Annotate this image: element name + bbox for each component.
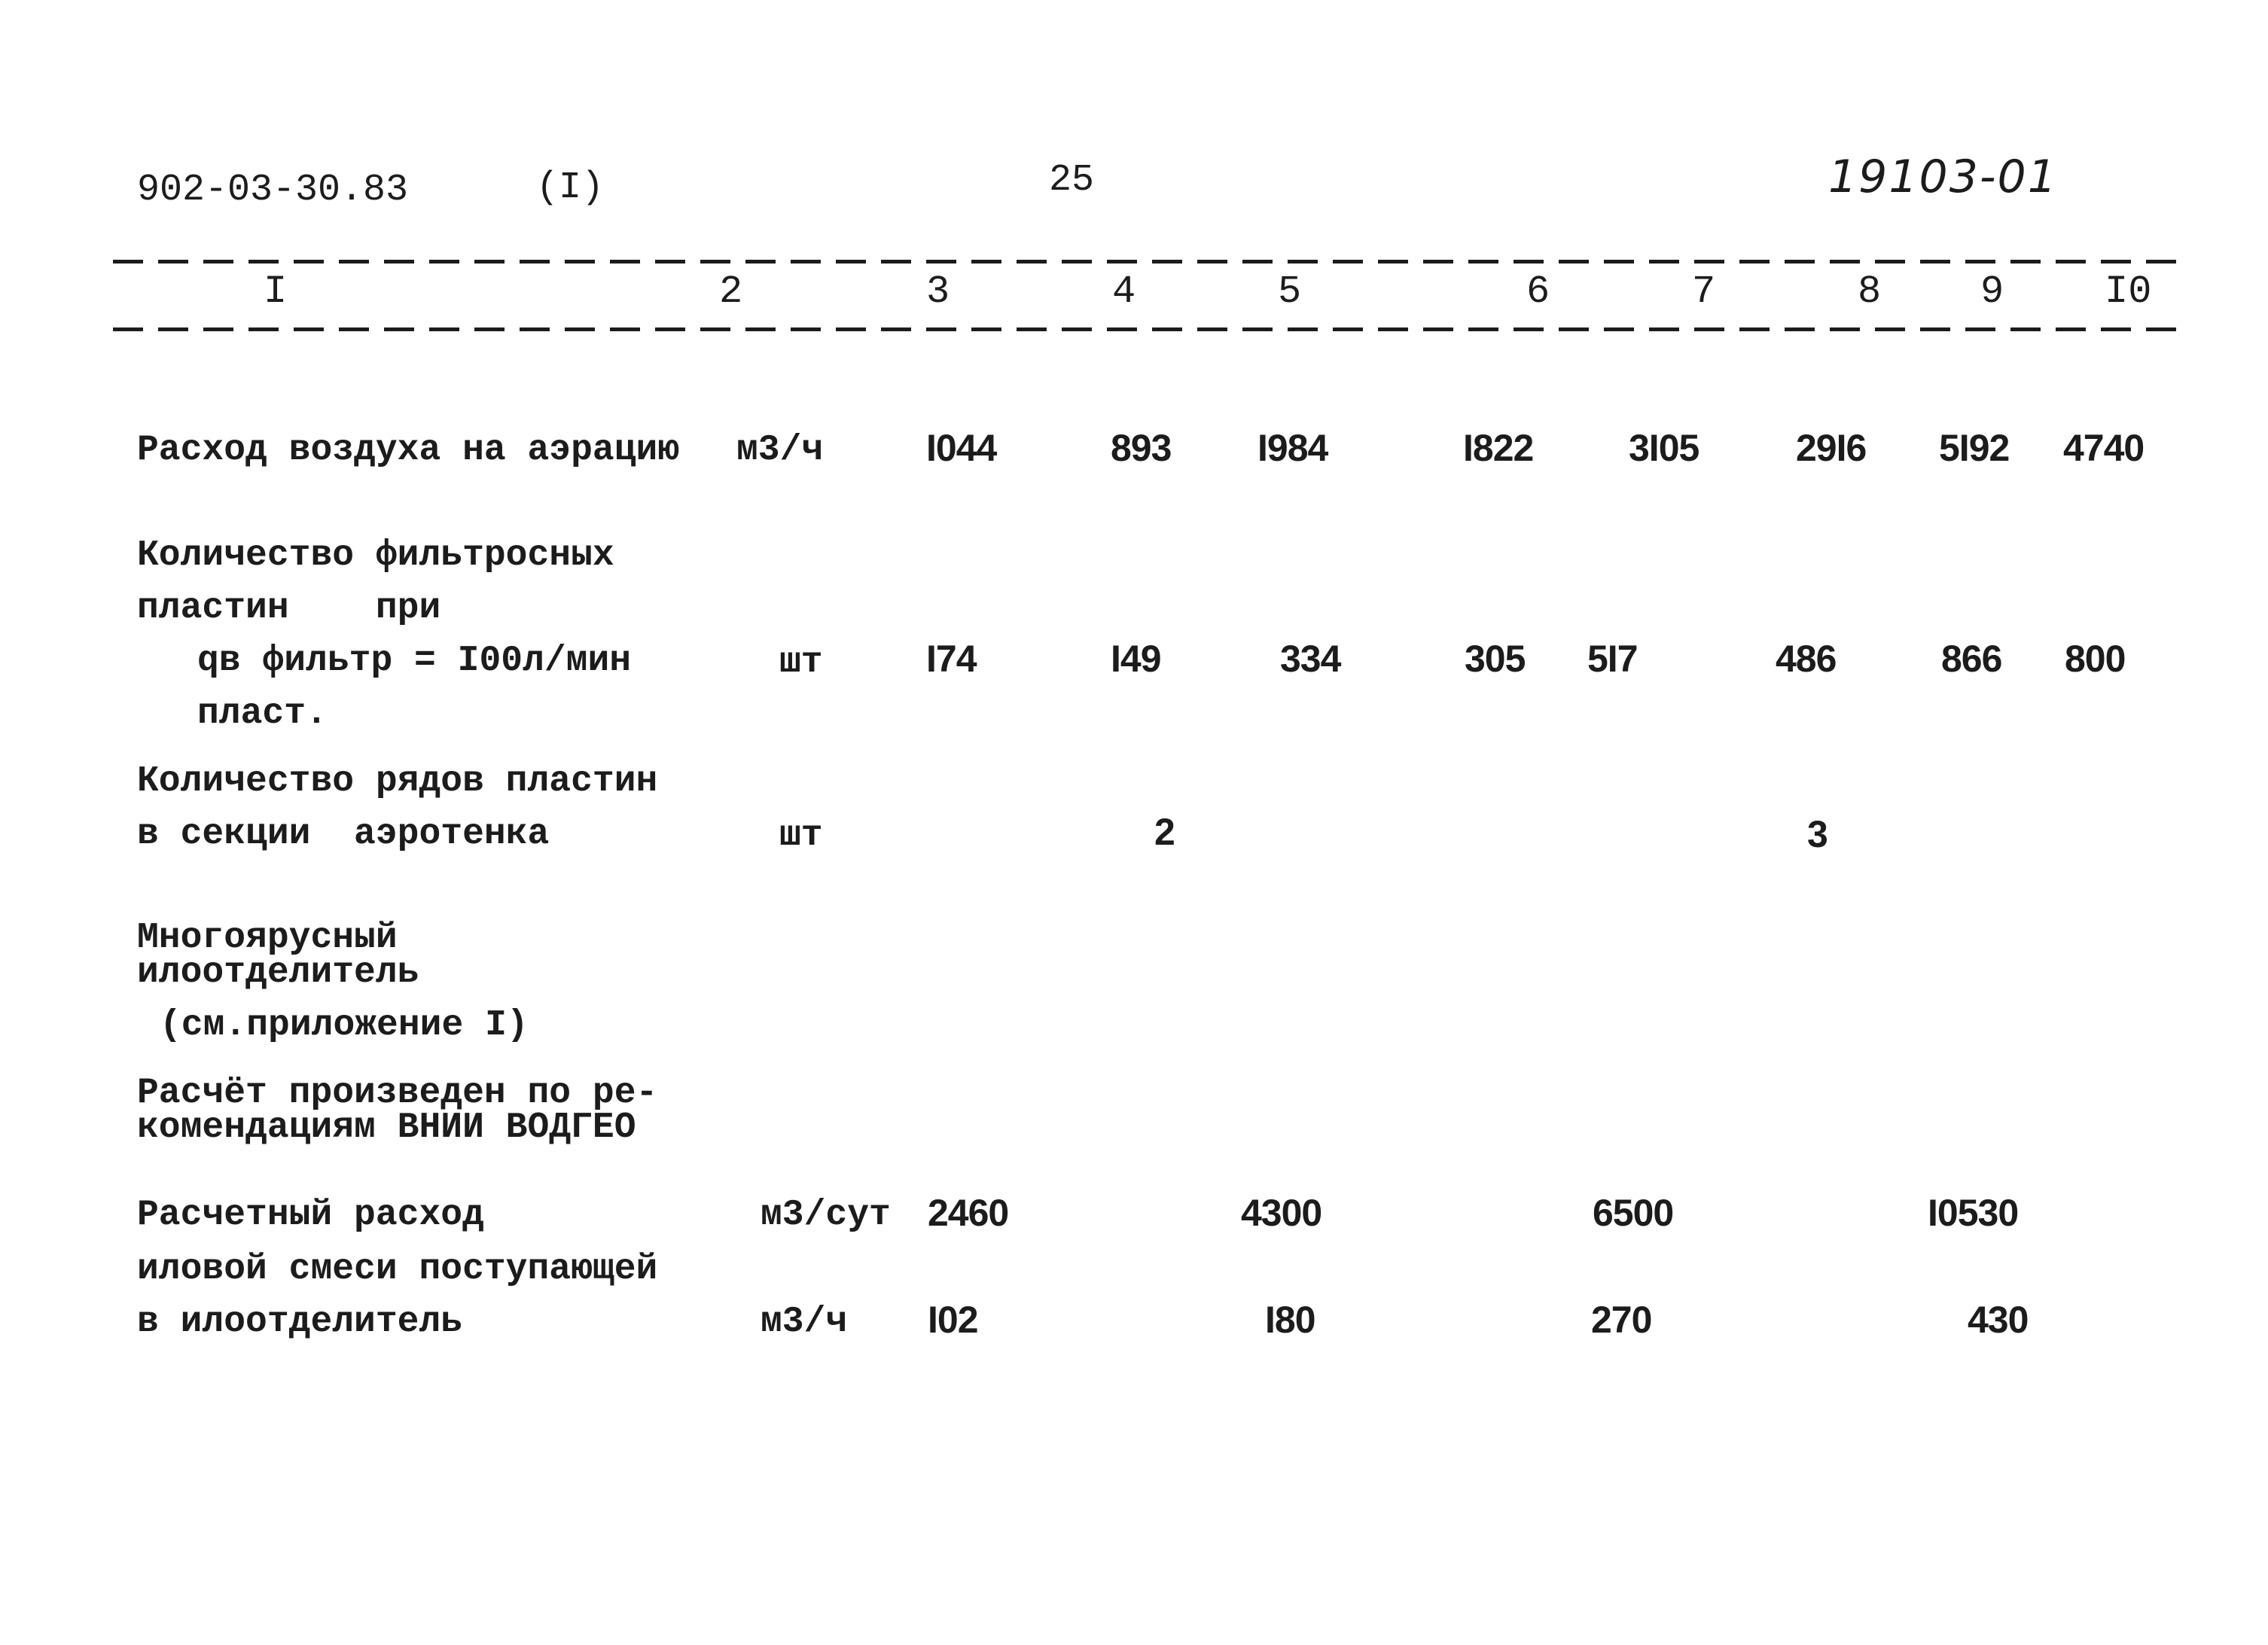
air-flow-label: Расход воздуха на аэрацию	[137, 430, 680, 471]
design-flow-day-value: 4300	[1241, 1192, 1322, 1234]
air-flow-value: I984	[1257, 427, 1328, 469]
plates-value: 866	[1941, 638, 2002, 680]
plate-rows-label: Количество рядов пластин	[137, 761, 658, 802]
air-flow-value: 893	[1111, 427, 1172, 469]
plates-label: пласт.	[197, 693, 328, 734]
air-flow-unit: м3/ч	[736, 430, 824, 471]
plates-value: 486	[1776, 638, 1837, 680]
page-number: 25	[1049, 159, 1095, 202]
air-flow-value: 3I05	[1629, 427, 1699, 469]
doc-code: 902-03-30.83	[137, 169, 409, 212]
column-number: 6	[1526, 270, 1550, 314]
plates-value: 5I7	[1587, 638, 1638, 680]
plate-rows-value: 2	[1154, 811, 1175, 853]
column-number: 7	[1692, 270, 1716, 314]
plate-rows-unit: шт	[779, 815, 823, 856]
air-flow-value: I822	[1463, 427, 1534, 469]
plates-label: Количество фильтросных	[137, 535, 614, 576]
archive-number: 19103-01	[1828, 151, 2058, 203]
design-flow-day-value: 6500	[1593, 1192, 1674, 1234]
calculation-note: комендациям ВНИИ ВОДГЕО	[137, 1107, 636, 1148]
air-flow-value: I044	[926, 427, 997, 469]
air-flow-value: 5I92	[1939, 427, 2010, 469]
column-number: 4	[1112, 270, 1136, 314]
design-flow-label: иловой смеси поступающей	[137, 1249, 658, 1290]
plates-value: 305	[1465, 638, 1526, 680]
plates-value: 334	[1280, 638, 1341, 680]
part-number: (I)	[536, 166, 605, 209]
plates-unit: шт	[779, 642, 823, 683]
design-flow-hour-value: 430	[1968, 1299, 2029, 1341]
design-flow-label: в илоотделитель	[137, 1302, 463, 1342]
column-number: 2	[719, 270, 743, 314]
design-flow-hour-value: 270	[1591, 1299, 1652, 1341]
column-number: 9	[1980, 270, 2004, 314]
plate-rows-label: в секции аэротенка	[137, 814, 550, 854]
plates-value: 800	[2065, 638, 2126, 680]
plates-value: I49	[1111, 638, 1161, 680]
separator-label: илоотделитель	[137, 952, 419, 993]
design-flow-hour-value: I02	[928, 1299, 978, 1341]
design-flow-unit-day: м3/сут	[761, 1195, 891, 1235]
column-number: I0	[2105, 270, 2152, 314]
bottom-rule	[113, 327, 2176, 331]
design-flow-day-value: 2460	[928, 1192, 1009, 1234]
plates-label: пластин при	[137, 588, 441, 629]
plate-rows-value: 3	[1807, 813, 1828, 855]
column-number: 5	[1278, 270, 1302, 314]
calculation-note: Расчёт произведен по ре-	[137, 1073, 658, 1113]
separator-label: Многоярусный	[137, 918, 398, 958]
plates-value: I74	[926, 638, 977, 680]
top-rule	[113, 260, 2176, 264]
separator-label: (см.приложение I)	[160, 1005, 529, 1046]
column-number: I	[264, 270, 288, 314]
design-flow-day-value: I0530	[1928, 1192, 2019, 1234]
design-flow-hour-value: I80	[1265, 1299, 1315, 1341]
plates-label: qв фильтр = I00л/мин	[197, 641, 632, 681]
design-flow-label: Расчетный расход	[137, 1195, 484, 1235]
air-flow-value: 4740	[2063, 427, 2145, 469]
column-number: 8	[1858, 270, 1882, 314]
column-number: 3	[926, 270, 950, 314]
design-flow-unit-hour: м3/ч	[761, 1302, 848, 1342]
air-flow-value: 29I6	[1796, 427, 1867, 469]
